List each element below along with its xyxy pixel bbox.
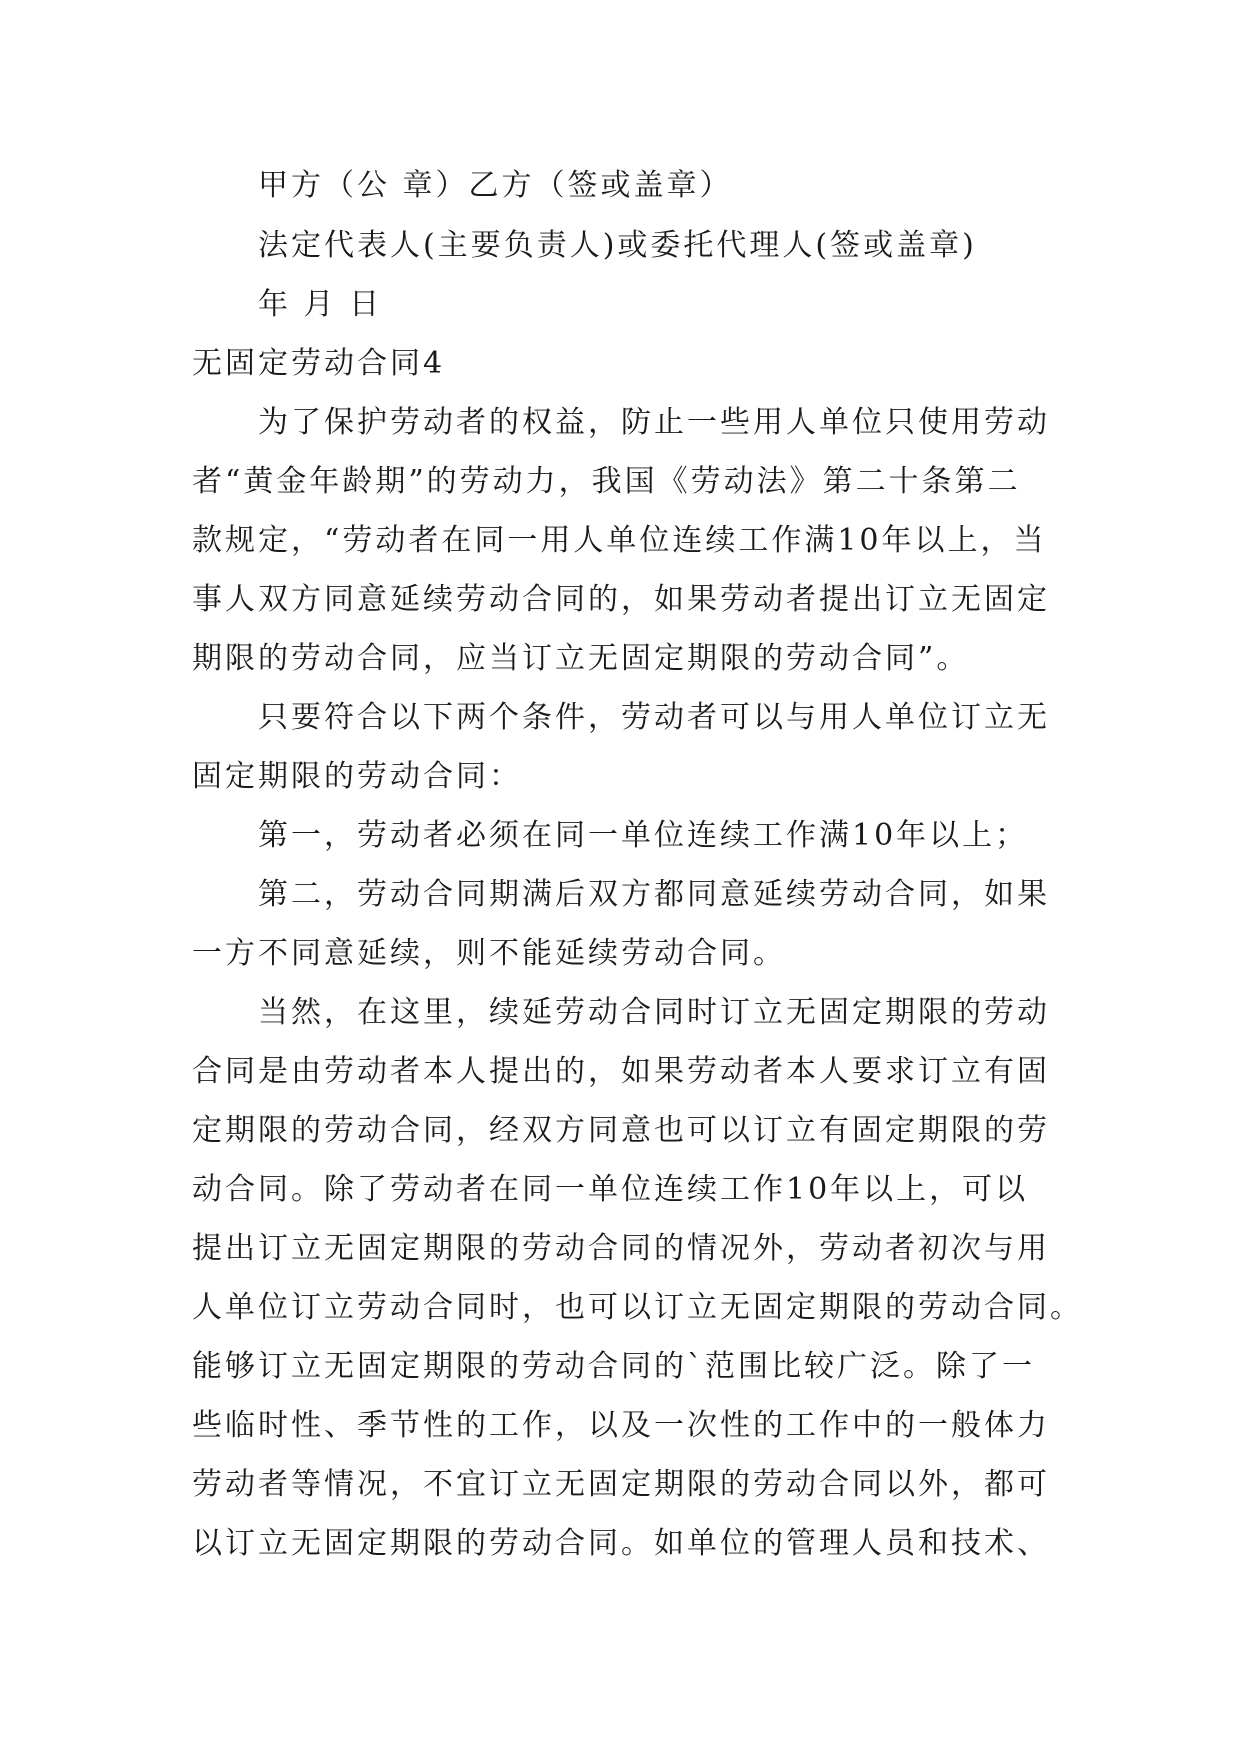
paragraph-line: 款规定，“劳动者在同一用人单位连续工作满10年以上，当 [192, 523, 1047, 558]
paragraph-line: 动合同。除了劳动者在同一单位连续工作10年以上，可以 [192, 1172, 1029, 1207]
condition-two-line: 一方不同意延续，则不能延续劳动合同。 [192, 936, 786, 971]
paragraph-line: 以订立无固定期限的劳动合同。如单位的管理人员和技术、 [192, 1526, 1050, 1561]
paragraph-line: 固定期限的劳动合同： [192, 759, 522, 794]
paragraph-line: 者“黄金年龄期”的劳动力，我国《劳动法》第二十条第二 [192, 464, 1021, 499]
condition-one-line: 第一，劳动者必须在同一单位连续工作满10年以上； [258, 818, 1029, 853]
section-heading: 无固定劳动合同4 [192, 346, 446, 381]
paragraph-line: 定期限的劳动合同，经双方同意也可以订立有固定期限的劳 [192, 1113, 1050, 1148]
paragraph-line: 当然，在这里，续延劳动合同时订立无固定期限的劳动 [258, 995, 1050, 1030]
condition-two-line: 第二，劳动合同期满后双方都同意延续劳动合同，如果 [258, 877, 1050, 912]
paragraph-line: 事人双方同意延续劳动合同的，如果劳动者提出订立无固定 [192, 582, 1050, 617]
paragraph-line: 期限的劳动合同，应当订立无固定期限的劳动合同”。 [192, 641, 970, 676]
paragraph-line: 合同是由劳动者本人提出的，如果劳动者本人要求订立有固 [192, 1054, 1050, 1089]
paragraph-line: 只要符合以下两个条件，劳动者可以与用人单位订立无 [258, 700, 1050, 735]
paragraph-line: 人单位订立劳动合同时，也可以订立无固定期限的劳动合同。 [192, 1290, 1083, 1325]
paragraph-line: 劳动者等情况，不宜订立无固定期限的劳动合同以外，都可 [192, 1467, 1050, 1502]
signature-parties-line: 甲方（公 章）乙方（签或盖章） [258, 168, 733, 203]
date-line: 年 月 日 [258, 287, 383, 322]
legal-representative-line: 法定代表人(主要负责人)或委托代理人(签或盖章) [258, 228, 977, 263]
paragraph-line: 提出订立无固定期限的劳动合同的情况外，劳动者初次与用 [192, 1231, 1050, 1266]
paragraph-line: 为了保护劳动者的权益，防止一些用人单位只使用劳动 [258, 405, 1050, 440]
paragraph-line: 些临时性、季节性的工作，以及一次性的工作中的一般体力 [192, 1408, 1050, 1443]
paragraph-line: 能够订立无固定期限的劳动合同的`范围比较广泛。除了一 [192, 1349, 1035, 1384]
